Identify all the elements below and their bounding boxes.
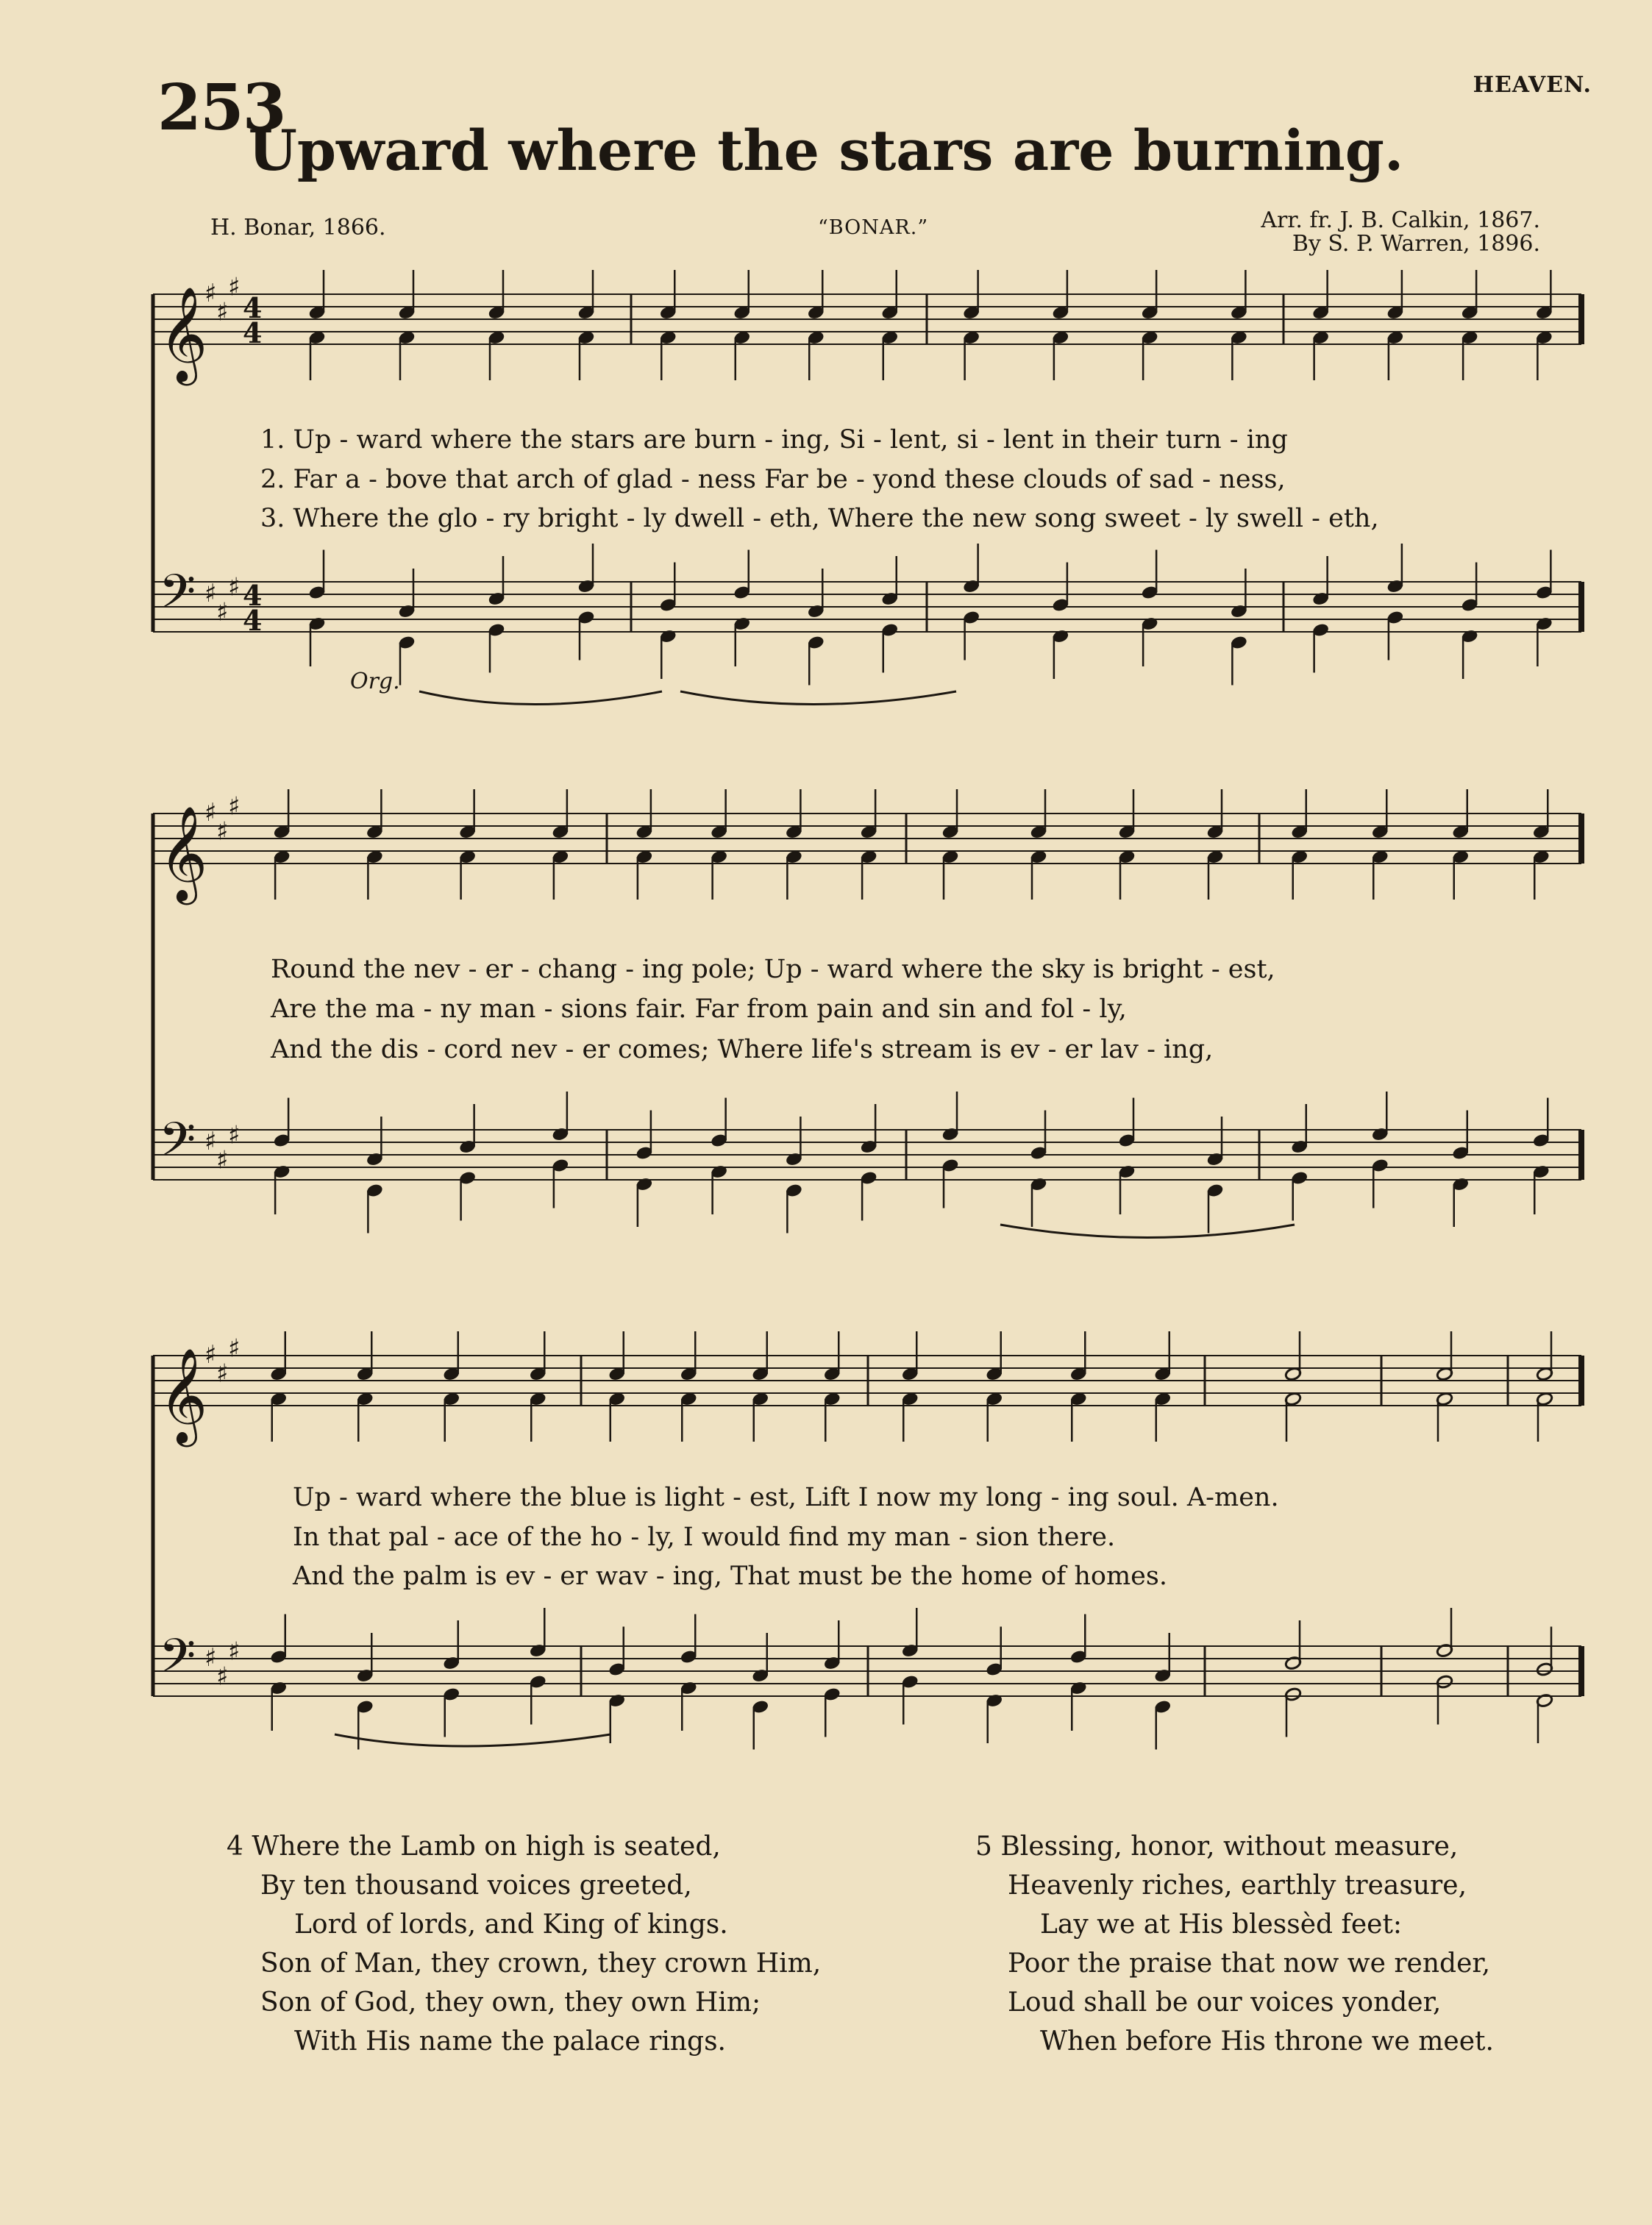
time-signature: 4: [243, 604, 263, 637]
verse-line: Poor the praise that now we render,: [1008, 1948, 1491, 1979]
treble-clef-icon: 𝄞: [159, 805, 208, 901]
verse-line: 5 Blessing, honor, without measure,: [975, 1831, 1459, 1862]
sharp-icon: ♯: [204, 1643, 217, 1673]
sharp-icon: ♯: [204, 579, 217, 608]
lyric-line: Round the nev - er - chang - ing pole; Up - ward where the sky is bright - est,: [271, 955, 1275, 984]
sharp-icon: ♯: [204, 798, 217, 827]
sharp-icon: ♯: [228, 1637, 241, 1667]
section-label: HEAVEN.: [1473, 72, 1592, 98]
lyric-line: In that pal - ace of the ho - ly, I would find my man - sion there.: [293, 1523, 1116, 1552]
sharp-icon: ♯: [216, 1145, 229, 1175]
sharp-icon: ♯: [204, 1340, 217, 1370]
sharp-icon: ♯: [228, 272, 241, 302]
time-signature: 4: [243, 579, 263, 612]
time-signature: 4: [243, 316, 263, 349]
sharp-icon: ♯: [204, 1127, 217, 1156]
verse-line: Lay we at His blessèd feet:: [1040, 1909, 1403, 1940]
bass-clef-icon: 𝄢: [159, 1113, 196, 1179]
verse-line: Son of Man, they crown, they crown Him,: [260, 1948, 822, 1979]
arranger-credit: Arr. fr. J. B. Calkin, 1867.: [1261, 207, 1540, 233]
sharp-icon: ♯: [216, 597, 229, 627]
verse-5: [975, 1827, 1494, 2061]
verse-line: Lord of lords, and King of kings.: [294, 1909, 728, 1940]
tie-curve: [335, 1734, 610, 1746]
sharp-icon: ♯: [204, 279, 217, 308]
verse-line: Loud shall be our voices yonder,: [1008, 1987, 1442, 2018]
time-signature: 4: [243, 291, 263, 324]
sharp-icon: ♯: [228, 572, 241, 602]
bass-staff: [153, 1130, 1581, 1180]
verse-line: With His name the palace rings.: [294, 2026, 727, 2057]
hymn-title: Upward where the stars are burning.: [248, 118, 1404, 183]
verse-line: Son of God, they own, they own Him;: [260, 1987, 761, 2018]
sharp-icon: ♯: [216, 1359, 229, 1389]
organ-marking: Org.: [350, 669, 400, 694]
tie-curve: [680, 691, 956, 705]
author-credit: H. Bonar, 1866.: [210, 215, 386, 241]
arranger-credit-2: By S. P. Warren, 1896.: [1292, 231, 1540, 257]
verse-line: Heavenly riches, earthly treasure,: [1008, 1870, 1467, 1901]
sharp-icon: ♯: [216, 297, 229, 327]
verse-line: When before His throne we meet.: [1040, 2026, 1494, 2057]
tune-name: “BONAR.”: [818, 216, 929, 239]
bass-clef-icon: 𝄢: [159, 1629, 196, 1695]
lyric-line: 3. Where the glo - ry bright - ly dwell - eth, Where the new song sweet - ly swell - eth,: [260, 504, 1379, 533]
lyric-line: And the palm is ev - er wav - ing, That must be the home of homes.: [293, 1562, 1167, 1591]
verse-line: 4 Where the Lamb on high is seated,: [227, 1831, 721, 1862]
sharp-icon: ♯: [228, 1334, 241, 1364]
bass-clef-icon: 𝄢: [159, 565, 196, 631]
sharp-icon: ♯: [228, 1120, 241, 1150]
lyric-line: Are the ma - ny man - sions fair. Far from pain and sin and fol - ly,: [271, 994, 1127, 1024]
treble-clef-icon: 𝄞: [159, 1348, 208, 1443]
tie-curve: [1000, 1225, 1295, 1238]
sharp-icon: ♯: [216, 816, 229, 847]
sharp-icon: ♯: [216, 1662, 229, 1692]
sharp-icon: ♯: [228, 791, 241, 822]
treble-staff: [153, 294, 1581, 344]
lyric-line: And the dis - cord nev - er comes; Where life's stream is ev - er lav - ing,: [271, 1035, 1214, 1064]
tie-curve: [419, 691, 662, 705]
verse-4: [227, 1827, 821, 2061]
lyric-line: 1. Up - ward where the stars are burn - ing, Si - lent, si - lent in their turn - ing: [260, 425, 1288, 455]
verse-line: By ten thousand voices greeted,: [260, 1870, 692, 1901]
lyric-line: Up - ward where the blue is light - est, Lift I now my long - ing soul. A-men.: [293, 1483, 1279, 1512]
bass-staff: [153, 582, 1581, 632]
lyric-line: 2. Far a - bove that arch of glad - ness Far be - yond these clouds of sad - ness,: [260, 465, 1286, 494]
hymn-number: 253: [157, 71, 285, 145]
treble-clef-icon: 𝄞: [159, 286, 208, 382]
